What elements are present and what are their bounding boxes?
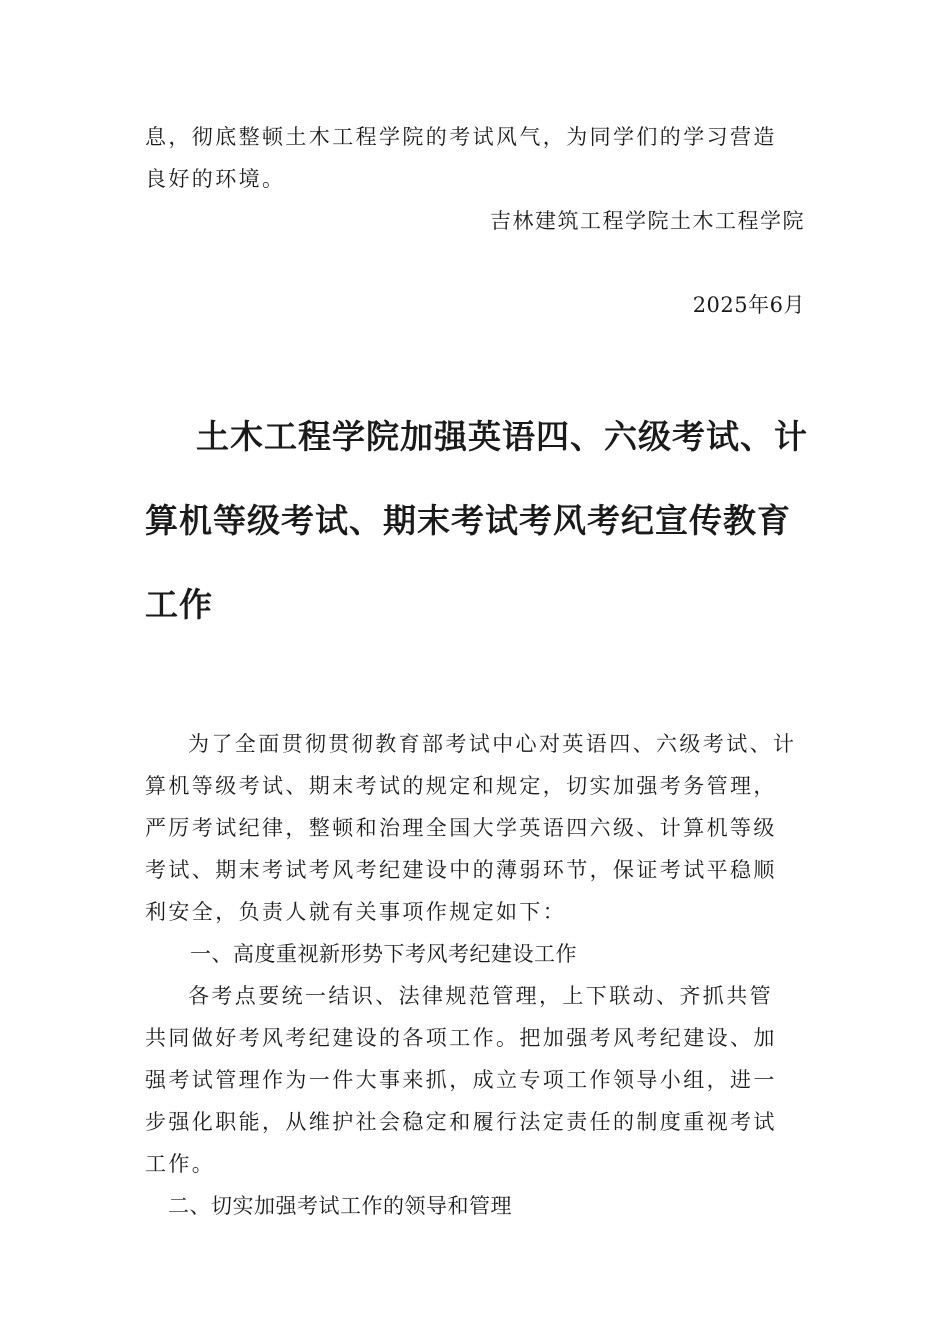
paragraph-1-line-3: 严厉考试纪律，整顿和治理全国大学英语四六级、计算机等级 — [145, 816, 777, 840]
paragraph-1-line-5: 利安全，负责人就有关事项作规定如下： — [145, 900, 567, 924]
paragraph-1-line-4: 考试、期末考试考风考纪建设中的薄弱环节，保证考试平稳顺 — [145, 858, 777, 882]
section-1-line-5: 工作。 — [145, 1152, 216, 1176]
signature-org: 吉林建筑工程学院土木工程学院 — [490, 209, 805, 233]
intro-line-2: 良好的环境。 — [145, 167, 286, 191]
section-1-line-4: 步强化职能，从维护社会稳定和履行法定责任的制度重视考试 — [145, 1110, 777, 1134]
section-1-line-2: 共同做好考风考纪建设的各项工作。把加强考风考纪建设、加 — [145, 1026, 777, 1050]
paragraph-1-line-1: 为了全面贯彻贯彻教育部考试中心对英语四、六级考试、计 — [188, 732, 797, 756]
document-title-line-2: 算机等级考试、期末考试考风考纪宣传教育 — [145, 501, 791, 540]
section-1-line-3: 强考试管理作为一件大事来抓，成立专项工作领导小组，进一 — [145, 1068, 777, 1092]
section-1-heading-tail: 作 — [555, 942, 577, 966]
document-title-line-1: 土木工程学院加强英语四、六级考试、计 — [196, 417, 808, 456]
signature-date: 2025年6月 — [692, 293, 805, 317]
section-1-heading — [190, 934, 577, 974]
section-1-line-1: 各考点要统一结识、法律规范管理，上下联动、齐抓共管 — [188, 984, 773, 1008]
document-title-line-3: 工作 — [145, 585, 213, 624]
paragraph-1-line-2: 算机等级考试、期末考试的规定和规定，切实加强考务管理， — [145, 774, 777, 798]
section-2-heading: 二、切实加强考试工作的领导和管理 — [168, 1194, 512, 1218]
intro-line-1: 息，彻底整顿土木工程学院的考试风气，为同学们的学习营造 — [145, 125, 777, 149]
section-1-heading-main: 一、高度重视新形势下考风考纪建设工 — [190, 942, 556, 966]
